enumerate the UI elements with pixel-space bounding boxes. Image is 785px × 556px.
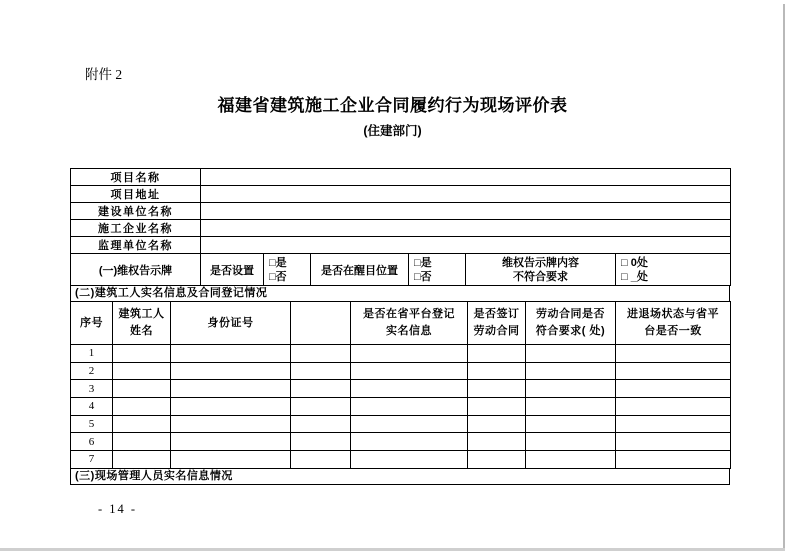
page-subtitle: (住建部门) [363,124,422,138]
checkbox-yes: □是 [269,256,287,269]
empty-cell [616,451,731,469]
table-row [71,220,731,237]
project-address-value-cell [201,186,731,203]
empty-cell [291,362,351,380]
empty-cell [351,398,468,416]
row-number-cell: 2 [71,362,113,380]
empty-cell [171,451,291,469]
empty-cell [171,362,291,380]
empty-cell [526,451,616,469]
empty-cell [468,380,526,398]
col-header-id-number: 身份证号 [171,302,291,345]
noncompliant-count-checkboxes [616,254,731,286]
rights-notice-board-table [70,253,731,286]
empty-cell [291,415,351,433]
section2-title: (二)建筑工人实名信息及合同登记情况 [70,285,730,302]
empty-cell [526,415,616,433]
empty-cell [113,451,171,469]
empty-cell [171,380,291,398]
empty-cell [171,433,291,451]
empty-cell [616,345,731,363]
page-number: - 14 - [98,502,138,516]
empty-cell [351,362,468,380]
empty-cell [468,433,526,451]
worker-table-row [71,362,731,380]
construction-unit-value-cell [201,203,731,220]
empty-cell [291,433,351,451]
col-header-index: 序号 [71,302,113,345]
worker-table-row [71,451,731,469]
worker-table-row [71,398,731,416]
row-number-cell: 5 [71,415,113,433]
table-row [71,237,731,254]
construction-enterprise-value-cell [201,220,731,237]
checkbox-zero-places: □ 0处 [621,256,648,269]
empty-cell [113,345,171,363]
page-edge-bottom [0,548,785,551]
attachment-label: 附件 2 [85,67,123,82]
empty-cell [291,451,351,469]
empty-cell [351,345,468,363]
empty-cell [526,398,616,416]
evaluation-form [70,168,730,485]
col-header-worker-name: 建筑工人 姓名 [113,302,171,345]
row-number-cell: 7 [71,451,113,469]
construction-enterprise-label: 施工企业名称 [71,220,201,237]
project-name-value-cell [201,169,731,186]
empty-cell [113,398,171,416]
worker-table-header-row [71,302,731,345]
empty-cell [113,415,171,433]
empty-cell [468,345,526,363]
empty-cell [468,415,526,433]
row-number-cell: 4 [71,398,113,416]
prominent-position-checkboxes [409,254,466,286]
col-header-contract-compliant: 劳动合同是否 符合要求( 处) [526,302,616,345]
empty-cell [113,380,171,398]
col-header-entry-exit-status: 进退场状态与省平 台是否一致 [616,302,731,345]
checkbox-no: □否 [414,270,432,283]
table-row [71,186,731,203]
worker-table-row [71,415,731,433]
empty-cell [468,451,526,469]
project-info-table [70,168,731,254]
worker-table [70,301,731,469]
empty-cell [616,415,731,433]
worker-table-body [71,345,731,469]
project-address-label: 项目地址 [71,186,201,203]
empty-cell [468,362,526,380]
empty-cell [351,380,468,398]
empty-cell [291,345,351,363]
prominent-position-label: 是否在醒目位置 [311,254,409,286]
empty-cell [291,380,351,398]
section1-title: (一)维权告示牌 [71,254,201,286]
empty-cell [171,398,291,416]
supervision-unit-value-cell [201,237,731,254]
empty-cell [351,433,468,451]
empty-cell [291,398,351,416]
col-header-blank [291,302,351,345]
checkbox-no: □否 [269,270,287,283]
empty-cell [526,380,616,398]
worker-table-row [71,380,731,398]
is-installed-checkboxes [264,254,311,286]
empty-cell [616,362,731,380]
page-title: 福建省建筑施工企业合同履约行为现场评价表 [217,96,568,115]
is-installed-label: 是否设置 [201,254,264,286]
table-row [71,169,731,186]
empty-cell [351,451,468,469]
checkbox-yes: □是 [414,256,432,269]
content-noncompliant-label: 维权告示牌内容 不符合要求 [466,254,616,286]
empty-cell [616,433,731,451]
project-name-label: 项目名称 [71,169,201,186]
empty-cell [113,433,171,451]
empty-cell [526,433,616,451]
worker-table-row [71,433,731,451]
empty-cell [171,415,291,433]
col-header-platform-registered: 是否在省平台登记 实名信息 [351,302,468,345]
empty-cell [616,398,731,416]
empty-cell [526,362,616,380]
empty-cell [616,380,731,398]
table-row [71,254,731,286]
checkbox-blank-places: □ _处 [621,270,648,283]
empty-cell [468,398,526,416]
row-number-cell: 1 [71,345,113,363]
supervision-unit-label: 监理单位名称 [71,237,201,254]
empty-cell [171,345,291,363]
empty-cell [113,362,171,380]
row-number-cell: 6 [71,433,113,451]
empty-cell [526,345,616,363]
row-number-cell: 3 [71,380,113,398]
col-header-contract-signed: 是否签订 劳动合同 [468,302,526,345]
table-row [71,203,731,220]
empty-cell [351,415,468,433]
section3-title: (三)现场管理人员实名信息情况 [70,468,730,485]
construction-unit-label: 建设单位名称 [71,203,201,220]
worker-table-row [71,345,731,363]
